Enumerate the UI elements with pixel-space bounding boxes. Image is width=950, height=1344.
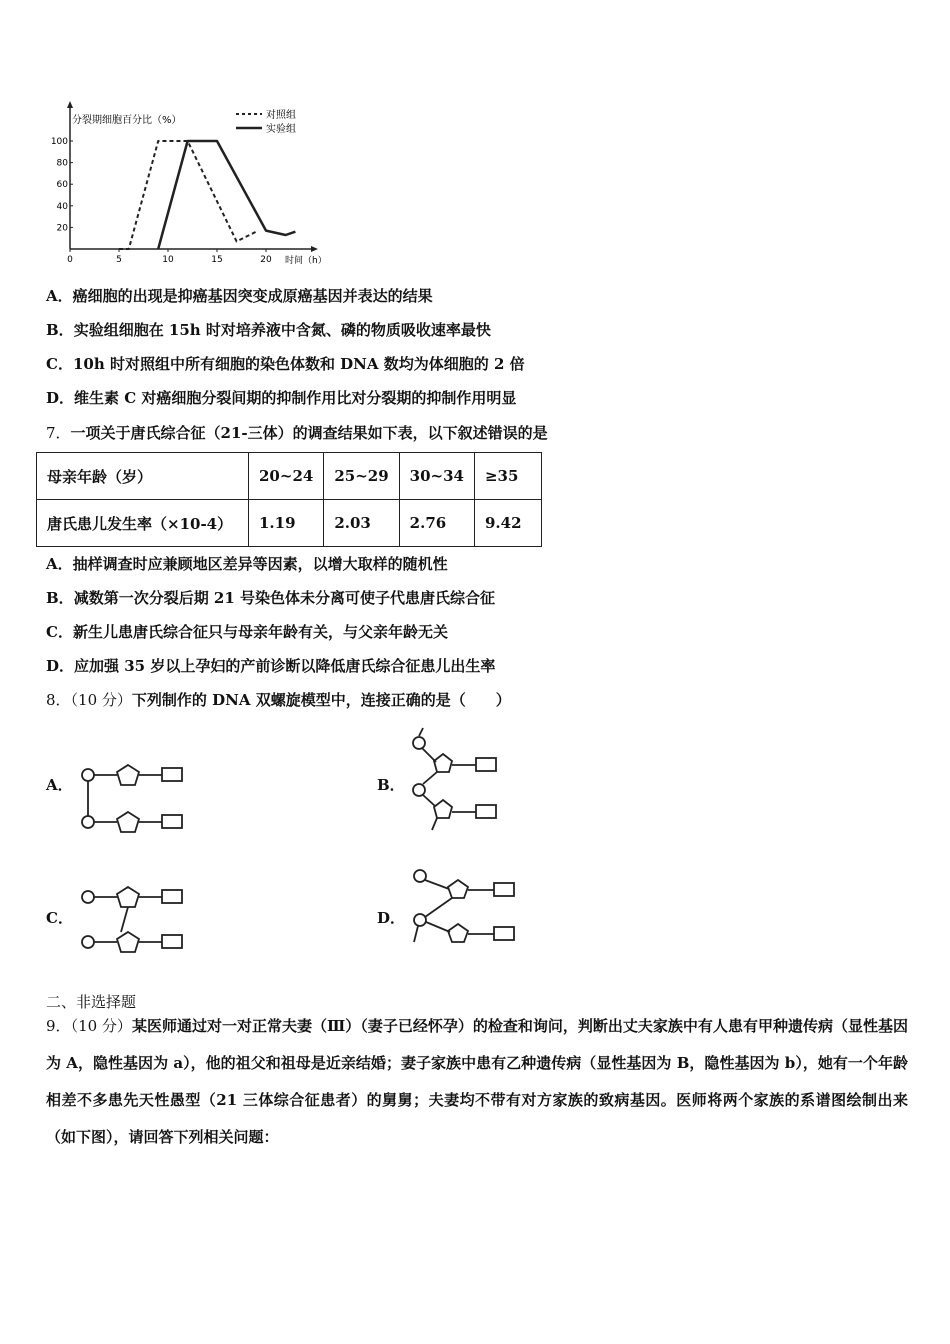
cell-division-chart: [40, 96, 340, 272]
bond: [414, 926, 418, 942]
phosphate-circle: [413, 784, 425, 796]
option-label: C．: [46, 623, 73, 641]
option-text: 实验组细胞在 15h 时对培养液中含氮、磷的物质吸收速率最快: [73, 321, 491, 339]
question-number: 8．: [46, 691, 71, 709]
dna-model-option-a: [78, 760, 188, 836]
option-text: 维生素 C 对癌细胞分裂间期的抑制作用比对分裂期的抑制作用明显: [74, 389, 517, 407]
base-rectangle: [494, 927, 514, 940]
q8-stem: [46, 689, 511, 710]
x-axis-arrow: [311, 246, 318, 252]
y-tick-label: 40: [56, 201, 68, 212]
phosphate-circle: [82, 816, 94, 828]
deoxyribose-pentagon: [448, 880, 468, 898]
question-text: 下列制作的 DNA 双螺旋模型中，连接正确的是（ ）: [131, 691, 511, 709]
q8-option-a-label: A．: [46, 776, 73, 794]
option-label: D．: [46, 657, 75, 675]
base-rectangle: [494, 883, 514, 896]
table-cell: 母亲年龄（岁）: [37, 453, 249, 500]
q7-option-b: [46, 587, 495, 608]
base-rectangle: [162, 768, 182, 781]
q8-option-b-label: B．: [377, 776, 405, 794]
x-tick-label: 5: [116, 255, 122, 265]
phosphate-circle: [82, 769, 94, 781]
y-tick-label: 60: [56, 180, 68, 191]
dna-model-option-b: [408, 724, 508, 832]
q6-option-d: [46, 387, 516, 408]
table-cell: 30~34: [399, 453, 474, 500]
x-tick-label: 15: [211, 255, 223, 265]
deoxyribose-pentagon: [117, 932, 139, 952]
backbone-bond: [121, 907, 128, 932]
q8-option-c-label: C．: [46, 909, 73, 927]
y-tick-label: 80: [56, 158, 68, 169]
phosphate-circle: [82, 936, 94, 948]
bond: [419, 728, 423, 736]
x-tick-label: 20: [260, 255, 272, 265]
table-cell: 2.76: [399, 500, 474, 547]
legend-label-control: 对照组: [266, 110, 296, 121]
option-label: A．: [46, 287, 73, 305]
question-number: 7．: [46, 424, 71, 442]
question-points: （10 分）: [70, 691, 132, 709]
section-title: 二、非选择题: [46, 993, 137, 1011]
q8-option-d-label: D．: [377, 909, 406, 927]
bond: [422, 748, 436, 762]
q6-option-c: [46, 353, 525, 374]
option-text: 癌细胞的出现是抑癌基因突变成原癌基因并表达的结果: [72, 287, 433, 305]
phosphate-circle: [414, 914, 426, 926]
deoxyribose-pentagon: [434, 800, 452, 818]
chart-x-axis-label: 时间（h）: [285, 256, 327, 266]
series-line-control: [119, 141, 256, 249]
down-syndrome-table: [36, 452, 542, 547]
option-text: 新生儿患唐氏综合征只与母亲年龄有关，与父亲年龄无关: [72, 623, 448, 641]
q7-stem: [46, 422, 548, 443]
q7-option-c: [46, 621, 448, 642]
q6-option-a: [46, 285, 433, 306]
phosphate-circle: [413, 737, 425, 749]
q7-option-d: [46, 655, 495, 676]
deoxyribose-pentagon: [448, 924, 468, 942]
table-cell: 1.19: [249, 500, 324, 547]
deoxyribose-pentagon: [117, 812, 139, 832]
chart-y-axis-label: 分裂期细胞百分比（%）: [72, 115, 182, 126]
series-line-experiment: [158, 141, 295, 249]
q7-option-a: [46, 553, 448, 574]
bond: [425, 880, 449, 889]
table-row: [37, 500, 542, 547]
base-rectangle: [476, 758, 496, 771]
table-cell: ≥35: [474, 453, 541, 500]
phosphate-circle: [82, 891, 94, 903]
deoxyribose-pentagon: [117, 765, 139, 785]
option-label: D．: [46, 389, 75, 407]
table-cell: 9.42: [474, 500, 541, 547]
y-tick-label: 100: [50, 137, 68, 147]
question-number: 9．: [46, 1017, 71, 1035]
base-rectangle: [162, 935, 182, 948]
table-cell: 唐氏患儿发生率（×10-4）: [37, 500, 249, 547]
option-text: 减数第一次分裂后期 21 号染色体未分离可使子代患唐氏综合征: [73, 589, 496, 607]
legend-label-experiment: 实验组: [266, 124, 296, 135]
base-rectangle: [162, 890, 182, 903]
bond: [426, 922, 450, 932]
backbone-bond: [425, 898, 452, 917]
deoxyribose-pentagon: [117, 887, 139, 907]
q9-paragraph: [46, 1008, 908, 1156]
option-text: 10h 时对照组中所有细胞的染色体数和 DNA 数均为体细胞的 2 倍: [72, 355, 525, 373]
phosphate-circle: [414, 870, 426, 882]
table-cell: 2.03: [324, 500, 399, 547]
option-label: B．: [46, 589, 74, 607]
y-tick-label: 20: [56, 223, 68, 234]
base-rectangle: [476, 805, 496, 818]
table-header-row: [37, 453, 542, 500]
question-text: 某医师通过对一对正常夫妻（Ⅲ）（妻子已经怀孕）的检查和询问，判断出丈夫家族中有人患有甲种遗传病（显性基因为 A，隐性基因为 a），他的祖父和祖母是近亲结婚；妻子家族中患有乙种遗传病（显性基因为 B，隐性基因为 b），她有一个年龄相差不多患先天性愚型（21 三体综合征患者）的舅舅；夫妻均不带有对方家族的致病基因。医师将两个家族的系谱图绘制出来（如下图），请回答下列相关问题：: [46, 1017, 909, 1146]
chart-ticks: [51, 137, 272, 265]
dna-model-option-c: [78, 880, 188, 956]
table-cell: 20~24: [249, 453, 324, 500]
y-axis-arrow: [67, 101, 73, 108]
dna-model-option-d: [408, 862, 518, 948]
option-text: 应加强 35 岁以上孕妇的产前诊断以降低唐氏综合征患儿出生率: [74, 657, 496, 675]
question-points: （10 分）: [70, 1017, 132, 1035]
table-cell: 25~29: [324, 453, 399, 500]
deoxyribose-pentagon: [434, 754, 452, 772]
option-label: B．: [46, 321, 74, 339]
x-tick-label: 0: [67, 255, 73, 265]
chart-legend: [236, 108, 296, 135]
option-text: 抽样调查时应兼顾地区差异等因素，以增大取样的随机性: [72, 555, 448, 573]
bond: [432, 818, 437, 830]
bond: [423, 795, 435, 806]
option-label: A．: [46, 555, 73, 573]
base-rectangle: [162, 815, 182, 828]
question-text: 一项关于唐氏综合征（21-三体）的调查结果如下表，以下叙述错误的是: [70, 424, 548, 442]
q6-option-b: [46, 319, 491, 340]
x-tick-label: 10: [162, 255, 174, 265]
chart-series: [119, 141, 295, 249]
option-label: C．: [46, 355, 73, 373]
bond: [423, 772, 437, 784]
